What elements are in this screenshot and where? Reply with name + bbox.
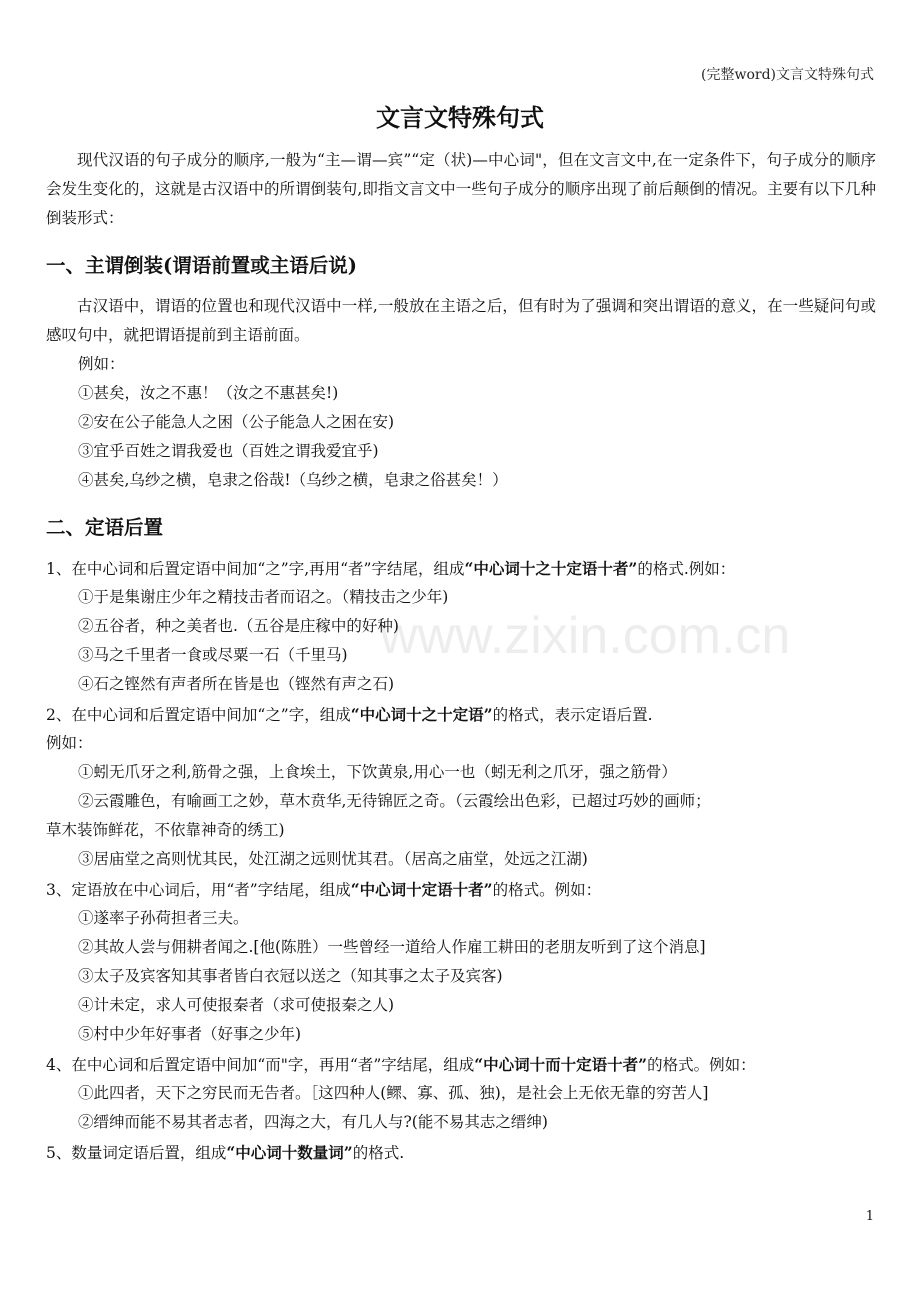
rule-2-example-2-cont: 草木装饰鲜花，不依靠神奇的绣工) xyxy=(46,821,285,839)
rule-3-example-3: ③太子及宾客知其事者皆白衣冠以送之（知其事之太子及宾客) xyxy=(78,967,503,985)
rule-2-example-3: ③居庙堂之高则忧其民，处江湖之远则忧其君。（居高之庙堂，处远之江湖) xyxy=(78,850,588,868)
section1-example-3: ③宜乎百姓之谓我爱也（百姓之谓我爱宜乎) xyxy=(78,442,379,460)
rule-3 xyxy=(46,875,601,905)
rule-4-tail: 的格式。例如： xyxy=(647,1056,756,1074)
rule-5-tail: 的格式. xyxy=(352,1144,405,1162)
rule-4-example-2: ②缙绅而能不易其者志者，四海之大，有几人与?(能不易其志之缙绅) xyxy=(78,1113,548,1131)
rule-2-example-1: ①蚓无爪牙之利,筋骨之强，上食埃土，下饮黄泉,用心一也（蚓无利之爪牙，强之筋骨） xyxy=(78,763,677,781)
section1-paragraph: 古汉语中，谓语的位置也和现代汉语中一样,一般放在主语之后，但有时为了强调和突出谓语的意义，在一些疑问句或感叹句中，就把谓语提前到主语前面。 xyxy=(46,297,876,344)
page-title: 文言文特殊句式 xyxy=(376,103,544,132)
rule-2-example-label: 例如： xyxy=(46,734,93,752)
rule-3-example-4: ④计未定，求人可使报秦者（求可使报秦之人) xyxy=(78,996,395,1014)
section1-example-1: ①甚矣，汝之不惠！（汝之不惠甚矣!) xyxy=(78,384,339,402)
rule-1-example-1: ①于是集谢庄少年之精技击者而诏之。（精技击之少年) xyxy=(78,588,449,606)
rule-5-pattern: “中心词十数量词” xyxy=(226,1143,353,1162)
rule-3-tail: 的格式。例如： xyxy=(492,881,602,899)
section1-heading: 一、主谓倒装(谓语前置或主语后说) xyxy=(46,254,357,277)
rule-3-pattern: “中心词十定语十者” xyxy=(350,880,493,899)
rule-5 xyxy=(46,1138,404,1168)
section1-example-4: ④甚矣,乌纱之横，皂隶之俗哉!（乌纱之横，皂隶之俗甚矣！） xyxy=(78,471,508,489)
rule-3-example-5: ⑤村中少年好事者（好事之少年) xyxy=(78,1025,302,1043)
rule-2-tail: 的格式，表示定语后置. xyxy=(492,706,653,724)
rule-1-pattern: “中心词十之十定语十者” xyxy=(464,559,638,578)
section2-heading: 二、定语后置 xyxy=(46,516,164,539)
rule-1-example-2: ②五谷者，种之美者也.（五谷是庄稼中的好种) xyxy=(78,617,399,635)
rule-4-example-1: ①此四者，天下之穷民而无告者。［这四种人(鳏、寡、孤、独)，是社会上无依无靠的穷苦人] xyxy=(78,1084,709,1102)
intro-paragraph: 现代汉语的句子成分的顺序,一般为“主—谓—宾”“定（状)—中心词"，但在文言文中,在一定条件下，句子成分的顺序会发生变化的，这就是古汉语中的所谓倒装句,即指文言文中一些句子成分的顺序出现了前后颠倒的情况。主要有以下几种倒装形式： xyxy=(46,151,876,227)
rule-4-text: 4、在中心词和后置定语中间加“而"字，再用“者”字结尾，组成 xyxy=(46,1056,475,1074)
watermark: www.zixin.com.cn xyxy=(380,607,791,665)
rule-1-text: 1、在中心词和后置定语中间加“之”字,再用“者”字结尾，组成 xyxy=(46,560,465,578)
rule-4-pattern: “中心词十而十定语十者” xyxy=(474,1055,648,1074)
header-note: (完整word)文言文特殊句式 xyxy=(701,67,874,83)
rule-5-text: 5、数量词定语后置，组成 xyxy=(46,1144,227,1162)
rule-1-example-3: ③马之千里者一食或尽粟一石（千里马) xyxy=(78,646,348,664)
rule-1 xyxy=(46,554,735,584)
page-number: 1 xyxy=(865,1209,874,1224)
rule-3-text: 3、定语放在中心词后，用“者”字结尾，组成 xyxy=(46,881,351,899)
rule-2 xyxy=(46,700,653,730)
section1-example-label: 例如： xyxy=(78,355,125,373)
rule-3-example-2: ②其故人尝与佣耕者闻之.[他(陈胜）一些曾经一道给人作雇工耕田的老朋友听到了这个消息] xyxy=(78,938,706,956)
rule-2-example-2: ②云霞雕色，有喻画工之妙，草木贲华,无待锦匠之奇。（云霞绘出色彩，已超过巧妙的画师； xyxy=(78,792,711,810)
section1-example-2: ②安在公子能急人之困（公子能急人之困在安) xyxy=(78,413,395,431)
rule-2-text: 2、在中心词和后置定语中间加“之”字，组成 xyxy=(46,706,351,724)
rule-2-pattern: “中心词十之十定语” xyxy=(350,705,493,724)
rule-1-example-4: ④石之铿然有声者所在皆是也（铿然有声之石) xyxy=(78,675,395,693)
rule-3-example-1: ①遂率子孙荷担者三夫。 xyxy=(78,909,249,927)
rule-4 xyxy=(46,1050,756,1080)
rule-1-tail: 的格式.例如： xyxy=(637,560,736,578)
